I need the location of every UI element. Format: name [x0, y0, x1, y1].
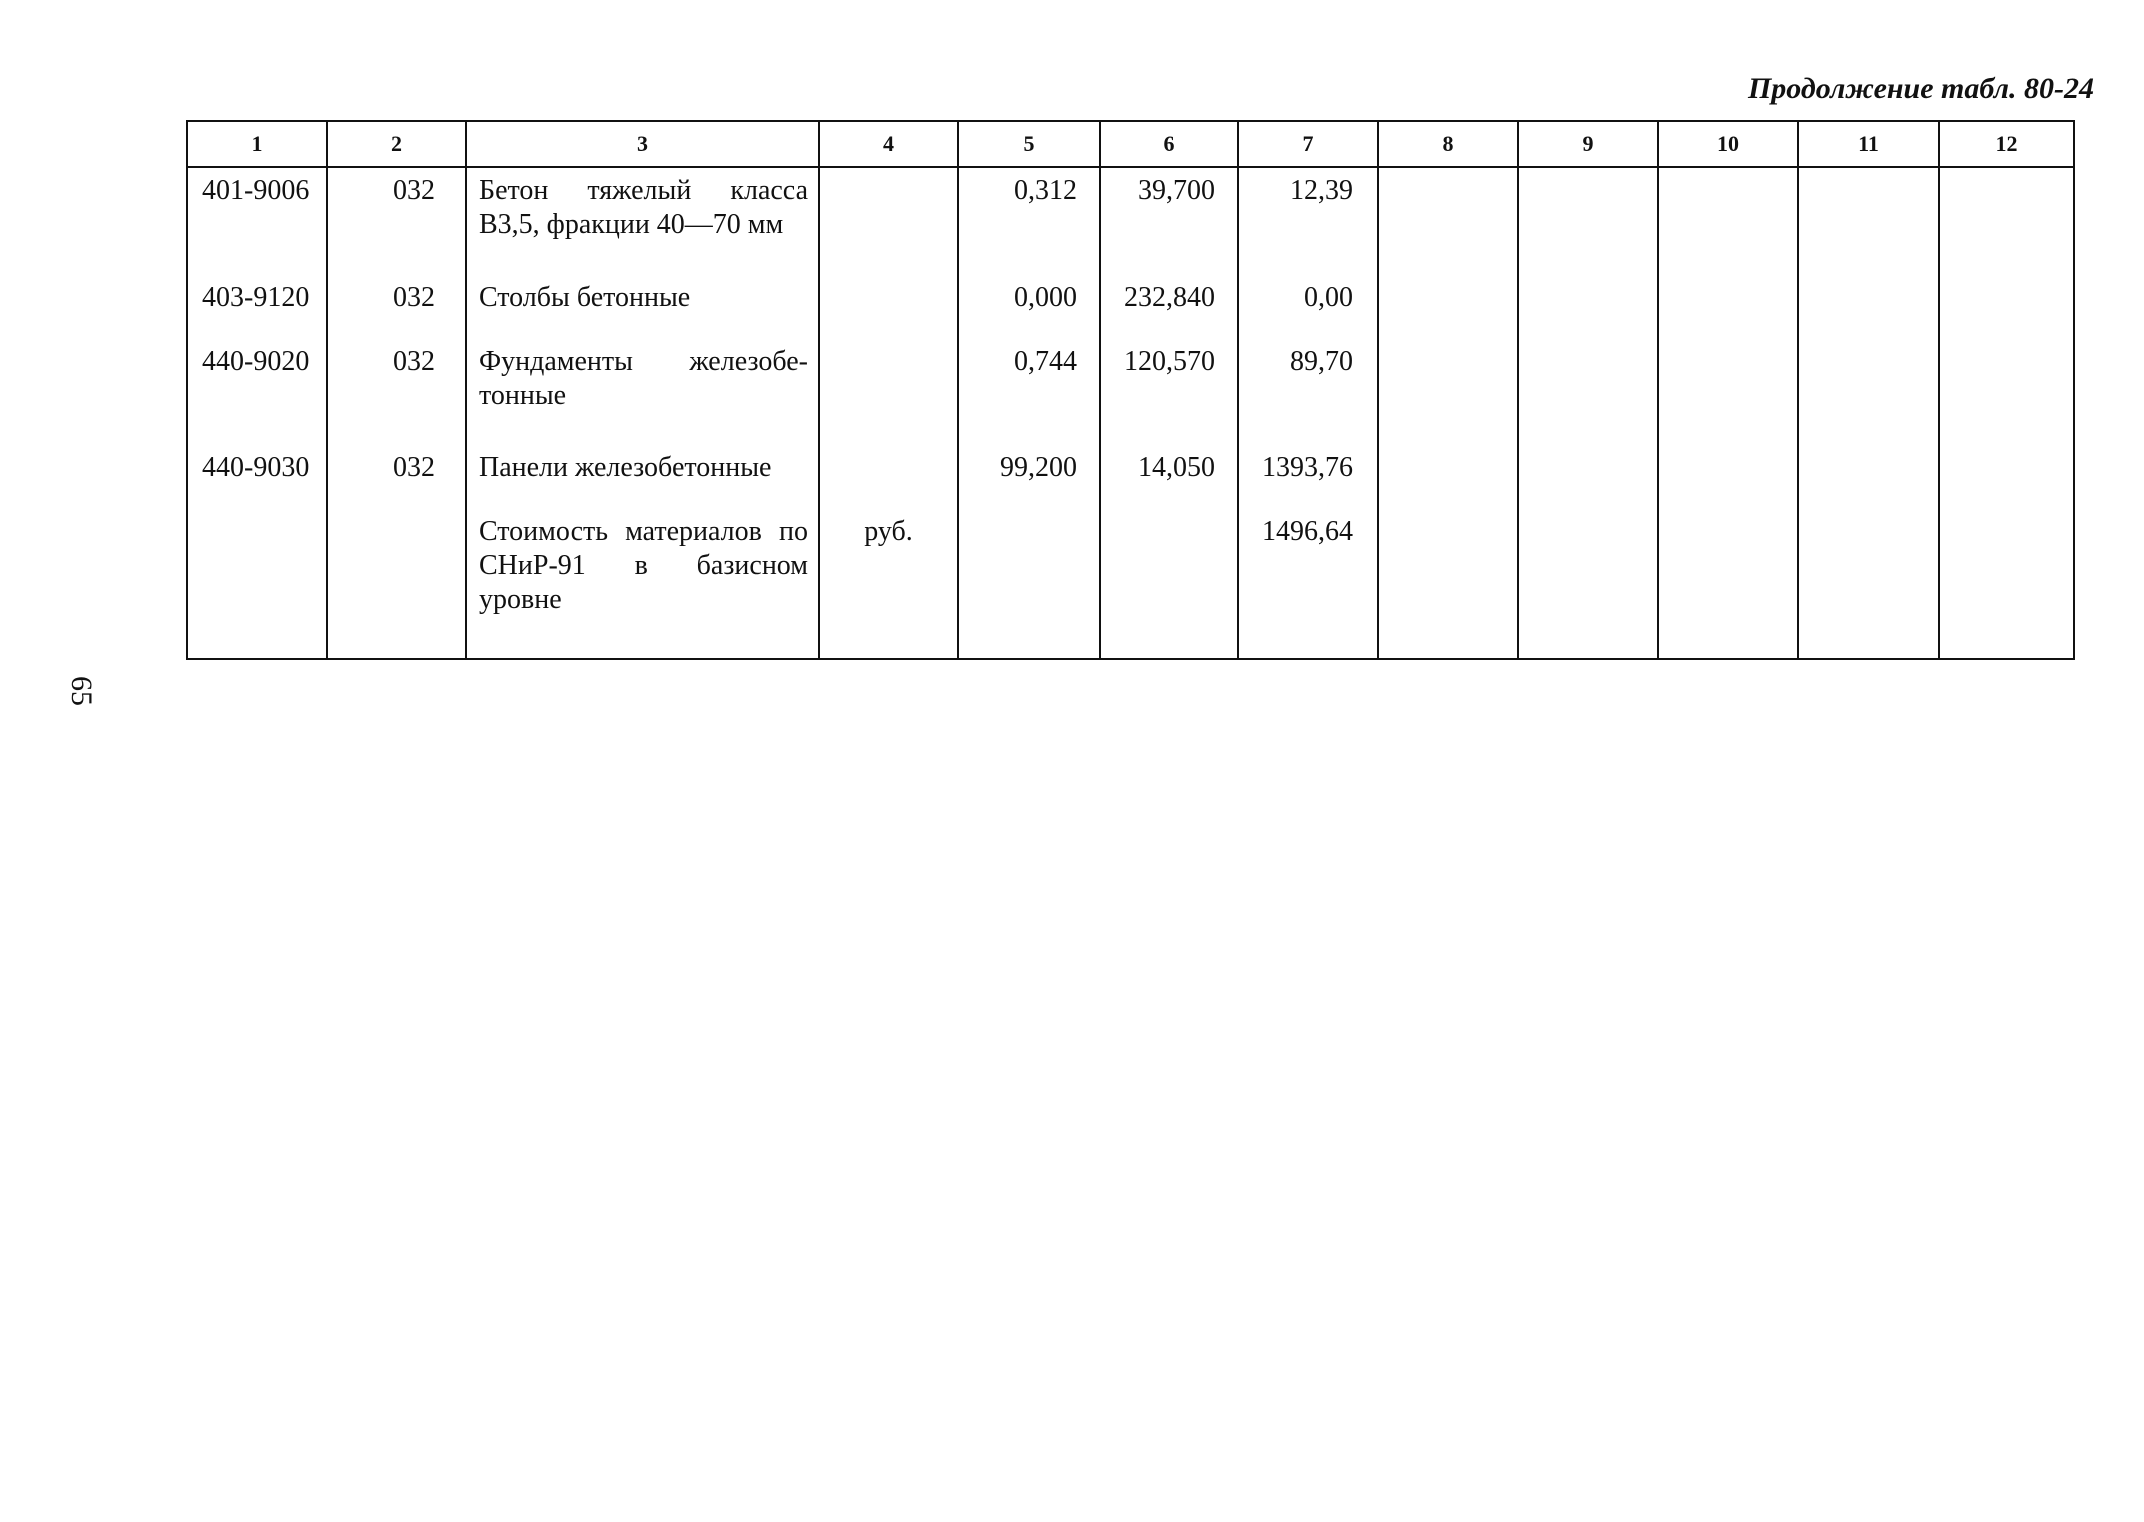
material-quantity — [958, 509, 1100, 657]
column-header: 6 — [1100, 121, 1238, 167]
material-cost: 0,00 — [1238, 275, 1378, 339]
empty-cell — [1939, 509, 2074, 657]
material-price: 120,570 — [1100, 339, 1238, 445]
empty-cell — [819, 658, 958, 659]
empty-cell — [1518, 445, 1658, 509]
material-quantity: 0,744 — [958, 339, 1100, 445]
material-unit — [819, 167, 958, 275]
column-header: 10 — [1658, 121, 1798, 167]
empty-cell — [1658, 658, 1798, 659]
empty-cell — [1378, 658, 1518, 659]
material-code: 401-9006 — [187, 167, 327, 275]
column-header: 5 — [958, 121, 1100, 167]
empty-cell — [1658, 509, 1798, 657]
empty-cell — [1378, 167, 1518, 275]
column-header: 4 — [819, 121, 958, 167]
empty-cell — [1939, 167, 2074, 275]
material-cost: 12,39 — [1238, 167, 1378, 275]
material-group: 032 — [327, 275, 466, 339]
table-row-total — [187, 509, 2074, 657]
material-unit — [819, 339, 958, 445]
table-row — [187, 339, 2074, 445]
column-header: 2 — [327, 121, 466, 167]
empty-cell — [958, 658, 1100, 659]
material-quantity: 0,312 — [958, 167, 1100, 275]
material-cost: 1393,76 — [1238, 445, 1378, 509]
empty-cell — [1939, 275, 2074, 339]
table-caption: Продолжение табл. 80-24 — [1747, 72, 2094, 105]
material-name: Бетон тяжелый класса В3,5, фракции 40—70 мм — [466, 167, 819, 275]
empty-cell — [1378, 339, 1518, 445]
material-cost: 89,70 — [1238, 339, 1378, 445]
column-header: 12 — [1939, 121, 2074, 167]
empty-cell — [1798, 658, 1939, 659]
empty-cell — [1658, 275, 1798, 339]
empty-cell — [1378, 275, 1518, 339]
empty-cell — [1518, 275, 1658, 339]
column-header: 8 — [1378, 121, 1518, 167]
material-name: Столбы бетонные — [466, 275, 819, 339]
materials-table — [186, 120, 2075, 660]
empty-cell — [1798, 339, 1939, 445]
empty-cell — [1939, 339, 2074, 445]
material-code: 403-9120 — [187, 275, 327, 339]
material-price: 14,050 — [1100, 445, 1238, 509]
table-header-row — [187, 121, 2074, 167]
table-row — [187, 167, 2074, 275]
empty-cell — [1518, 167, 1658, 275]
table-row — [187, 445, 2074, 509]
column-header: 1 — [187, 121, 327, 167]
empty-cell — [1518, 509, 1658, 657]
material-unit — [819, 275, 958, 339]
column-header: 11 — [1798, 121, 1939, 167]
empty-cell — [1798, 167, 1939, 275]
material-name: Фундаменты железобе-тонные — [466, 339, 819, 445]
empty-cell — [1658, 167, 1798, 275]
material-unit — [819, 445, 958, 509]
empty-cell — [1798, 509, 1939, 657]
column-header: 7 — [1238, 121, 1378, 167]
empty-cell — [1378, 445, 1518, 509]
empty-cell — [1238, 658, 1378, 659]
material-quantity: 0,000 — [958, 275, 1100, 339]
total-cost: 1496,64 — [1238, 509, 1378, 657]
material-group: 032 — [327, 339, 466, 445]
total-label: Стоимость материалов по СНиР-91 в базисном уровне — [466, 509, 819, 657]
material-price — [1100, 509, 1238, 657]
empty-cell — [1100, 658, 1238, 659]
page-number: 65 — [65, 676, 98, 706]
empty-cell — [1658, 339, 1798, 445]
column-header: 3 — [466, 121, 819, 167]
material-code — [187, 509, 327, 657]
empty-cell — [1798, 275, 1939, 339]
material-group — [327, 509, 466, 657]
material-quantity: 99,200 — [958, 445, 1100, 509]
material-code: 440-9020 — [187, 339, 327, 445]
material-price: 232,840 — [1100, 275, 1238, 339]
material-name: Панели железобетонные — [466, 445, 819, 509]
empty-cell — [1518, 339, 1658, 445]
material-group: 032 — [327, 167, 466, 275]
empty-cell — [1939, 445, 2074, 509]
table-row — [187, 275, 2074, 339]
empty-cell — [1939, 658, 2074, 659]
empty-cell — [1518, 658, 1658, 659]
empty-cell — [187, 658, 327, 659]
material-group: 032 — [327, 445, 466, 509]
column-header: 9 — [1518, 121, 1658, 167]
total-unit: руб. — [819, 509, 958, 657]
empty-cell — [327, 658, 466, 659]
table-filler-row — [187, 658, 2074, 659]
empty-cell — [1378, 509, 1518, 657]
material-price: 39,700 — [1100, 167, 1238, 275]
empty-cell — [466, 658, 819, 659]
empty-cell — [1798, 445, 1939, 509]
material-code: 440-9030 — [187, 445, 327, 509]
empty-cell — [1658, 445, 1798, 509]
